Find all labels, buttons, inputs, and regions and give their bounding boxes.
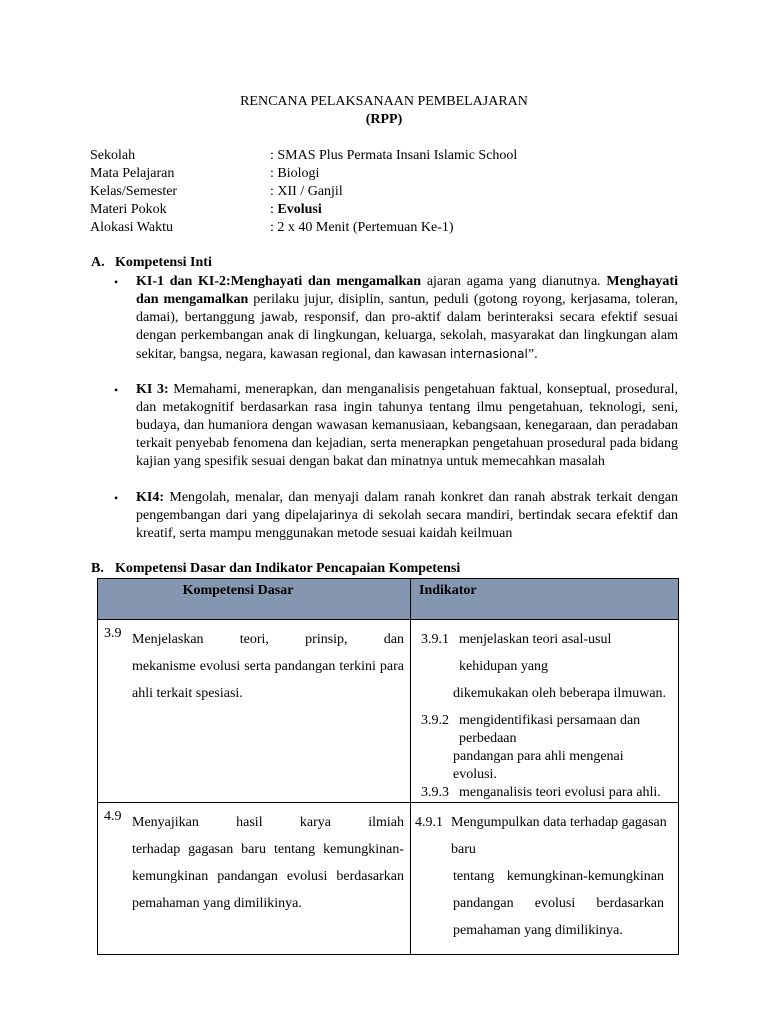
section-letter: A. [91, 255, 105, 270]
bullet-icon: • [114, 383, 119, 397]
bullet-icon: • [114, 275, 119, 289]
info-value: : XII / Ganjil [270, 184, 343, 199]
ki-body: ajaran agama yang dianutnya. [421, 274, 607, 289]
list-item [114, 489, 678, 543]
document-title: RENCANA PELAKSANAAN PEMBELAJARAN [240, 94, 528, 109]
info-value: : SMAS Plus Permata Insani Islamic School [270, 148, 518, 163]
info-row-time [90, 219, 690, 237]
section-title: Kompetensi Dasar dan Indikator Pencapaian Kompetensi [115, 561, 461, 576]
indikator-cell [411, 803, 679, 955]
kd-number: 4.9 [104, 809, 122, 824]
kd-text [132, 809, 404, 917]
indikator-text: menganalisis teori evolusi para ahli. [459, 785, 661, 800]
kd-text-first: Menyajikan hasil karya ilmiah [132, 815, 404, 830]
info-value-bold: Evolusi [277, 202, 322, 217]
identity-block [90, 147, 690, 237]
document-subtitle: (RPP) [365, 112, 403, 127]
indikator-number: 4.9.1 [415, 815, 443, 830]
kd-number: 3.9 [104, 626, 122, 641]
info-label: Materi Pokok [90, 202, 167, 217]
header-kompetensi-dasar: Kompetensi Dasar [98, 579, 411, 620]
indikator-continuation: pandangan para ahli mengenai evolusi. [453, 749, 624, 782]
info-value: : 2 x 40 Menit (Pertemuan Ke-1) [270, 220, 454, 235]
indikator-block [411, 620, 678, 802]
indikator-item [413, 809, 670, 863]
ki-text [136, 381, 678, 471]
indikator-text: Mengumpulkan data terhadap gagasan baru [451, 815, 667, 857]
kd-text-rest: mekanisme evolusi serta pandangan terkini para ahli terkait spesiasi. [132, 659, 404, 701]
ki-small: internasional [449, 347, 528, 361]
indikator-number: 3.9.2 [421, 713, 449, 728]
info-row-school [90, 147, 690, 165]
section-letter: B. [91, 561, 104, 576]
section-heading-a [91, 255, 212, 271]
indikator-text: mengidentifikasi persamaan dan perbedaan [459, 713, 641, 746]
ki-bold: Menghayati dan mengamalkan [136, 274, 678, 307]
info-row-class [90, 183, 690, 201]
info-row-subject [90, 165, 690, 183]
list-item [114, 381, 678, 489]
info-label: Alokasi Waktu [90, 220, 173, 235]
info-label: Sekolah [90, 148, 136, 163]
indikator-cell [411, 620, 679, 803]
list-item [114, 273, 678, 381]
header-indikator: Indikator [411, 579, 679, 620]
kd-entry [98, 803, 410, 917]
kd-cell [98, 620, 411, 803]
ki-body: perilaku jujur, disiplin, santun, peduli (gotong royong, kerjasama, toleran, damai), bertanggung jawab, responsif, dan pro-aktif dalam berinteraksi secara efektif sesuai dengan perkembangan anak di lingkungan, keluarga, sekolah, masyarakat dan lingkungan alam sekitar, bangsa, negara, kawasan regional, dan kawasan [136, 292, 678, 362]
indikator-text: menjelaskan teori asal-usul kehidupan yang [459, 632, 612, 674]
ki-text [136, 489, 678, 543]
info-label: Kelas/Semester [90, 184, 178, 199]
indikator-continuation: tentang kemungkinan-kemungkinan pandangan evolusi berdasarkan pemahaman yang dimilikinya. [453, 869, 664, 938]
kd-text-first: Menjelaskan teori, prinsip, dan [132, 632, 404, 647]
kd-text [132, 626, 404, 707]
ki-body: Memahami, menerapkan, dan menganalisis pengetahuan faktual, konseptual, prosedural, dan metakognitif berdasarkan rasa ingin tahunya tentang ilmu pengetahuan, teknologi, seni, budaya, dan humaniora dengan wawasan kemanusiaan, kebangsaan, kenegaraan, dan peradaban terkait penyebab fenomena dan kejadian, serta menerapkan pengetahuan prosedural pada bidang kajian yang spesifik sesuai dengan bakat dan minatnya untuk memecahkan masalah [136, 382, 679, 469]
indikator-item [419, 784, 670, 802]
bullet-icon: • [114, 491, 119, 505]
indikator-number: 3.9.1 [421, 632, 449, 647]
indikator-number: 3.9.3 [421, 785, 449, 800]
table-row [98, 803, 679, 955]
indikator-item [419, 626, 670, 680]
info-row-topic [90, 201, 690, 219]
ki-text [136, 273, 678, 364]
info-value [270, 201, 322, 219]
kd-cell [98, 803, 411, 955]
info-value-prefix: : [270, 202, 278, 217]
section-heading-b [91, 561, 460, 577]
ki-lead: KI 3: [136, 382, 169, 397]
ki-tail: ”. [527, 347, 538, 362]
indikator-item [419, 712, 670, 748]
kd-entry [98, 620, 410, 707]
competency-table [97, 578, 679, 955]
table-header-row [98, 579, 679, 620]
table-row [98, 620, 679, 803]
section-title: Kompetensi Inti [115, 255, 212, 270]
kompetensi-inti-list [114, 273, 678, 543]
info-label: Mata Pelajaran [90, 166, 175, 181]
kd-text-rest: terhadap gagasan baru tentang kemungkinan-kemungkinan pandangan evolusi berdasarkan pemahaman yang dimilikinya. [132, 842, 404, 911]
info-value: : Biologi [270, 166, 320, 181]
ki-lead: KI-1 dan KI-2:Menghayati dan mengamalkan [136, 274, 422, 289]
ki-body: Mengolah, menalar, dan menyaji dalam ranah konkret dan ranah abstrak terkait dengan pengembangan dari yang dipelajarinya di sekolah secara mandiri, bertindak secara efektif dan kreatif, serta mampu menggunakan metode sesuai kaidah keilmuan [136, 490, 678, 541]
indikator-continuation: dikemukakan oleh beberapa ilmuwan. [453, 686, 667, 701]
ki-lead: KI4: [136, 490, 164, 505]
indikator-block [411, 803, 678, 944]
